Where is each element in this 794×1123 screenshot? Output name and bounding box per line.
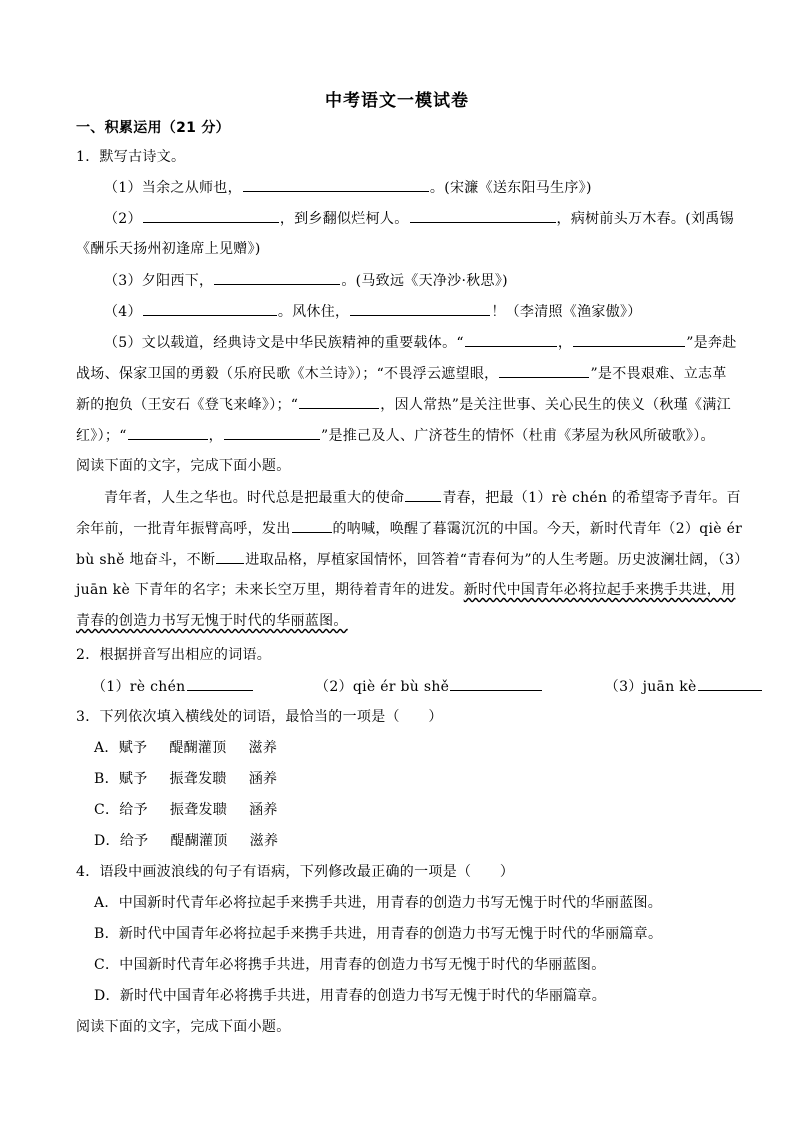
q1-item-2-source: 《酬乐天扬州初逢席上见赠》) <box>76 241 261 257</box>
passage-blank[interactable] <box>216 549 244 564</box>
q4-option-b[interactable]: B．新时代中国青年必将拉起手来携手共进，用青春的创造力书写无愧于时代的华丽篇章。 <box>94 926 663 942</box>
section-heading: 一、积累运用（21 分） <box>76 120 230 136</box>
q2-items: （1）rè chén （2）qiè ér bù shě （3）juān kè <box>92 676 763 697</box>
answer-blank[interactable] <box>128 425 208 440</box>
q2-stem: 2．根据拼音写出相应的词语。 <box>76 647 272 663</box>
answer-blank[interactable] <box>499 363 589 378</box>
q4-option-c[interactable]: C．中国新时代青年必将携手共进，用青春的创造力书写无愧于时代的华丽蓝图。 <box>94 957 606 973</box>
answer-blank[interactable] <box>450 676 542 691</box>
passage-line-3: bù shě 地奋斗，不断 进取品格，厚植家国情怀，回答着“青春何为”的人生考题。历史波澜壮阔，（3） <box>76 549 749 570</box>
q3-option-a[interactable]: A．赋予 醍醐灌顶 滋养 <box>94 740 278 756</box>
passage-line-5 <box>76 611 348 631</box>
answer-blank[interactable] <box>573 332 685 347</box>
answer-blank[interactable] <box>187 676 253 691</box>
answer-blank[interactable] <box>299 394 379 409</box>
passage-blank[interactable] <box>405 487 441 502</box>
q3-option-c[interactable]: C．给予 振聋发聩 涵养 <box>94 802 278 818</box>
q1-item-5-line2: 战场、保家卫国的勇毅（乐府民歌《木兰诗》）；“不畏浮云遮望眼， ”是不畏艰难、立志革 <box>76 363 727 384</box>
q1-stem: 1．默写古诗文。 <box>76 149 186 165</box>
q1-item-5-line4: 红》）；“ ， ”是推己及人、广济苍生的情怀（杜甫《茅屋为秋风所破歌》）。 <box>76 425 715 446</box>
q4-option-d[interactable]: D．新时代中国青年必将携手共进，用青春的创造力书写无愧于时代的华丽篇章。 <box>94 988 607 1004</box>
wavy-underlined-sentence: 青春的创造力书写无愧于时代的华丽蓝图。 <box>76 613 348 629</box>
reading-intro: 阅读下面的文字，完成下面小题。 <box>76 458 291 474</box>
answer-blank[interactable] <box>243 177 429 192</box>
answer-blank[interactable] <box>224 425 320 440</box>
passage-line-1: 青年者，人生之华也。时代总是把最重大的使命 青春，把最（1）rè chén 的希望寄予青年。百 <box>104 487 741 508</box>
wavy-underlined-sentence: 新时代中国青年必将拉起手来携手共进，用 <box>463 582 736 598</box>
answer-blank[interactable] <box>410 208 556 223</box>
q1-item-4: （4） 。风休住， ！（李清照《渔家傲》） <box>104 301 642 322</box>
q4-stem: 4．语段中画波浪线的句子有语病，下列修改最正确的一项是（ ） <box>76 864 515 880</box>
q1-item-5-line1: （5）文以载道，经典诗文是中华民族精神的重要载体。“ ， ”是奔赴 <box>104 332 737 353</box>
answer-blank[interactable] <box>214 270 340 285</box>
answer-blank[interactable] <box>143 301 277 316</box>
q3-option-b[interactable]: B．赋予 振聋发聩 涵养 <box>94 771 278 787</box>
q1-item-1: （1）当余之从师也， 。(宋濂《送东阳马生序》) <box>104 177 592 198</box>
answer-blank[interactable] <box>698 676 762 691</box>
page-title: 中考语文一模试卷 <box>325 91 469 111</box>
reading-intro-2: 阅读下面的文字，完成下面小题。 <box>76 1019 291 1035</box>
q4-option-a[interactable]: A．中国新时代青年必将拉起手来携手共进，用青春的创造力书写无愧于时代的华丽蓝图。 <box>94 895 663 911</box>
q1-item-3: （3）夕阳西下， 。(马致远《天净沙·秋思》) <box>104 270 508 291</box>
passage-line-2: 余年前，一批青年振臂高呼，发出 的呐喊，唤醒了暮霭沉沉的中国。今天，新时代青年（2）qiè ér <box>76 518 742 539</box>
q1-item-2: （2） ，到乡翻似烂柯人。 ，病树前头万木春。(刘禹锡 <box>104 208 734 229</box>
answer-blank[interactable] <box>350 301 490 316</box>
answer-blank[interactable] <box>465 332 557 347</box>
passage-blank[interactable] <box>292 518 332 533</box>
q3-option-d[interactable]: D．给予 醍醐灌顶 滋养 <box>94 833 279 849</box>
q1-item-5-line3: 新的抱负（王安石《登飞来峰》）；“ ，因人常热”是关注世事、关心民生的侠义（秋瑾《满江 <box>76 394 731 415</box>
passage-line-4: juān kè 下青年的名字；未来长空万里，期待着青年的进发。新时代中国青年必将拉起手来携手共进，用 <box>76 582 736 598</box>
answer-blank[interactable] <box>143 208 279 223</box>
q3-stem: 3．下列依次填入横线处的词语，最恰当的一项是（ ） <box>76 709 443 725</box>
